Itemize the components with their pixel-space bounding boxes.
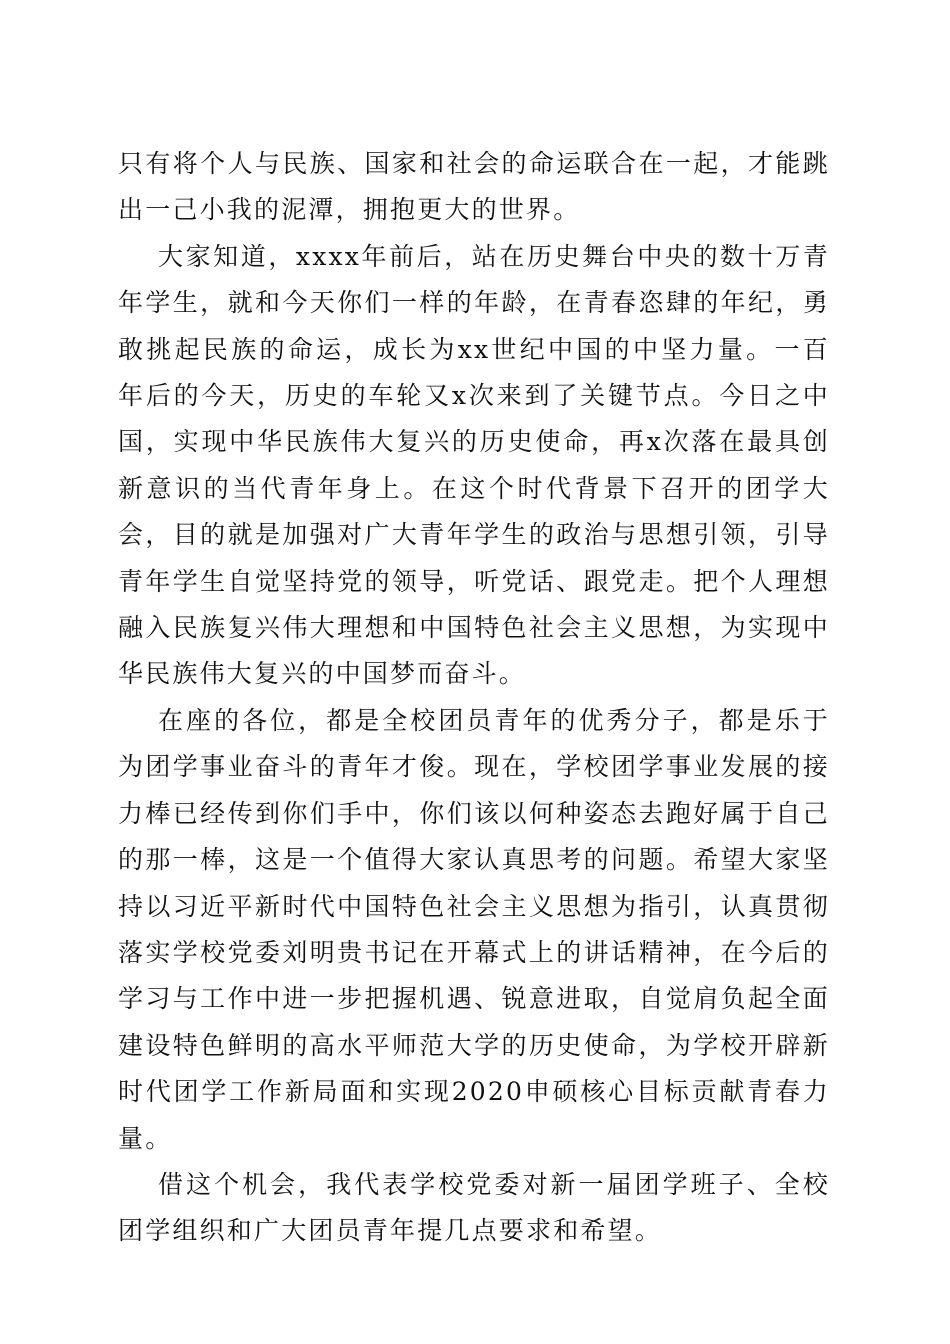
- paragraph: 在座的各位，都是全校团员青年的优秀分子，都是乐于为团学事业奋斗的青年才俊。现在，学校团学事业发展的接力棒已经传到你们手中，你们该以何种姿态去跑好属于自己的那一棒，这是一个值得大家认真思考的问题。希望大家坚持以习近平新时代中国特色社会主义思想为指引，认真贯彻落实学校党委刘明贵书记在开幕式上的讲话精神，在今后的学习与工作中进一步把握机遇、锐意进取，自觉肩负起全面建设特色鲜明的高水平师范大学的历史使命，为学校开辟新时代团学工作新局面和实现2020申硕核心目标贡献青春力量。: [118, 705, 830, 1153]
- paragraph: 借这个机会，我代表学校党委对新一届团学班子、全校团学组织和广大团员青年提几点要求和希望。: [118, 1169, 830, 1246]
- paragraph: 大家知道，xxxx年前后，站在历史舞台中央的数十万青年学生，就和今天你们一样的年龄，在青春恣肆的年纪，勇敢挑起民族的命运，成长为xx世纪中国的中坚力量。一百年后的今天，历史的车轮又x次来到了关键节点。今日之中国，实现中华民族伟大复兴的历史使命，再x次落在最具创新意识的当代青年身上。在这个时代背景下召开的团学大会，目的就是加强对广大青年学生的政治与思想引领，引导青年学生自觉坚持党的领导，听党话、跟党走。把个人理想融入民族复兴伟大理想和中国特色社会主义思想，为实现中华民族伟大复兴的中国梦而奋斗。: [118, 241, 830, 689]
- body-text: [118, 141, 830, 1255]
- paragraph: 只有将个人与民族、国家和社会的命运联合在一起，才能跳出一己小我的泥潭，拥抱更大的世界。: [118, 149, 830, 225]
